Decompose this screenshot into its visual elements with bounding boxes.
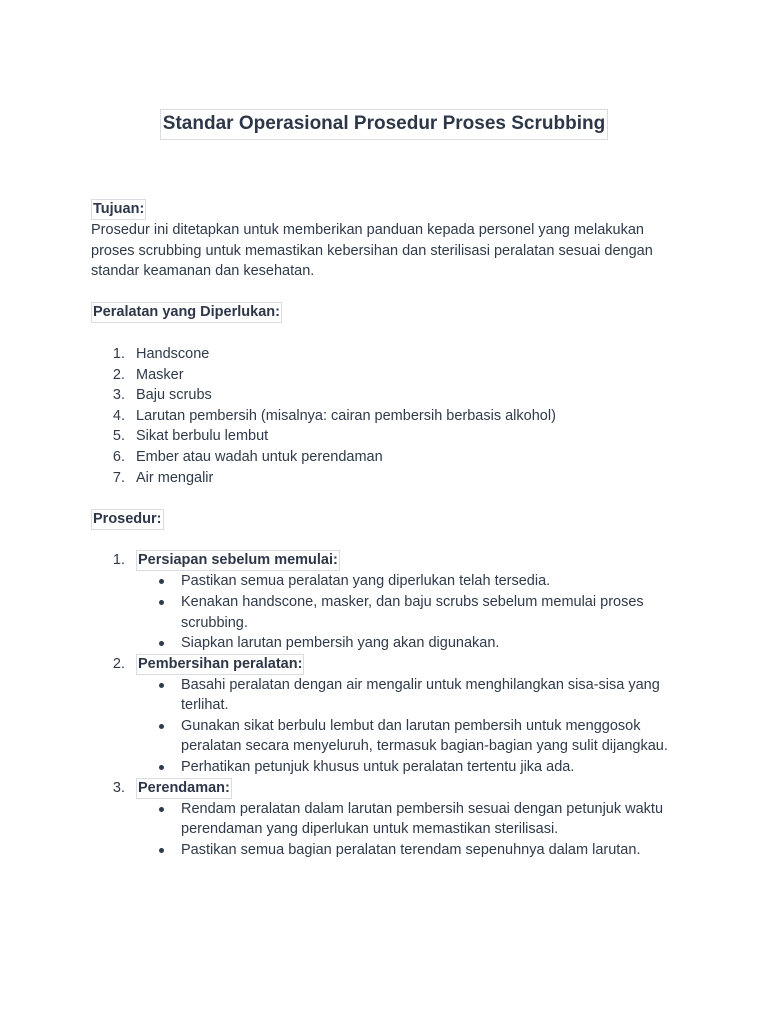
prosedur-step [91, 550, 691, 653]
list-item [91, 385, 691, 406]
bullet-item: Siapkan larutan pembersih yang akan digunakan. [136, 633, 691, 654]
step-title: Pembersihan peralatan: [136, 654, 304, 675]
prosedur-step [91, 778, 691, 861]
tujuan-heading: Tujuan: [91, 199, 146, 220]
list-item-text: Baju scrubs [136, 387, 212, 404]
step-number: 2. [112, 655, 125, 672]
bullet-item: Perhatikan petunjuk khusus untuk peralatan tertentu jika ada. [136, 757, 691, 778]
document-title: Standar Operasional Prosedur Proses Scrubbing [160, 109, 608, 140]
bullet-item: Pastikan semua peralatan yang diperlukan telah tersedia. [136, 571, 691, 592]
prosedur-section [91, 509, 691, 861]
list-item [91, 406, 691, 427]
list-item-text: Larutan pembersih (misalnya: cairan pembersih berbasis alkohol) [136, 407, 556, 424]
list-item-text: Sikat berbulu lembut [136, 428, 269, 445]
prosedur-step [91, 654, 691, 778]
list-number: 2. [112, 366, 125, 383]
step-number: 1. [112, 552, 125, 569]
list-item-text: Ember atau wadah untuk perendaman [136, 448, 383, 465]
list-number: 5. [112, 428, 125, 445]
bullet-item: Kenakan handscone, masker, dan baju scrubs sebelum memulai proses scrubbing. [136, 592, 691, 633]
list-number: 6. [112, 448, 125, 465]
bullet-item: Basahi peralatan dengan air mengalir untuk menghilangkan sisa-sisa yang terlihat. [136, 675, 691, 716]
list-item-text: Air mengalir [136, 469, 214, 486]
bullet-item: Pastikan semua bagian peralatan terendam sepenuhnya dalam larutan. [136, 840, 691, 861]
document-body [91, 199, 691, 860]
list-item-text: Masker [136, 366, 184, 383]
list-item [91, 426, 691, 447]
peralatan-heading: Peralatan yang Diperlukan: [91, 302, 282, 323]
step-bullets [136, 799, 691, 861]
list-number: 3. [112, 387, 125, 404]
title-container [0, 109, 768, 140]
list-number: 1. [112, 345, 125, 362]
tujuan-text: Prosedur ini ditetapkan untuk memberikan panduan kepada personel yang melakukan proses scrubbing untuk memastikan kebersihan dan sterilisasi peralatan sesuai dengan standar keamanan dan kesehatan. [91, 222, 653, 280]
step-title: Perendaman: [136, 778, 232, 799]
list-item-text: Handscone [136, 345, 210, 362]
prosedur-steps [91, 550, 691, 860]
tujuan-section [91, 199, 691, 282]
bullet-item: Gunakan sikat berbulu lembut dan larutan pembersih untuk menggosok peralatan secara menyeluruh, termasuk bagian-bagian yang sulit dijangkau. [136, 716, 691, 757]
step-bullets [136, 571, 691, 653]
peralatan-section [91, 302, 691, 488]
step-number: 3. [112, 779, 125, 796]
list-item [91, 344, 691, 365]
bullet-item: Rendam peralatan dalam larutan pembersih sesuai dengan petunjuk waktu perendaman yang diperlukan untuk memastikan sterilisasi. [136, 799, 691, 840]
list-number: 7. [112, 469, 125, 486]
peralatan-list [91, 344, 691, 488]
list-item [91, 447, 691, 468]
prosedur-heading: Prosedur: [91, 509, 164, 530]
list-item [91, 468, 691, 489]
list-item [91, 365, 691, 386]
step-bullets [136, 675, 691, 778]
step-title: Persiapan sebelum memulai: [136, 550, 340, 571]
list-number: 4. [112, 407, 125, 424]
